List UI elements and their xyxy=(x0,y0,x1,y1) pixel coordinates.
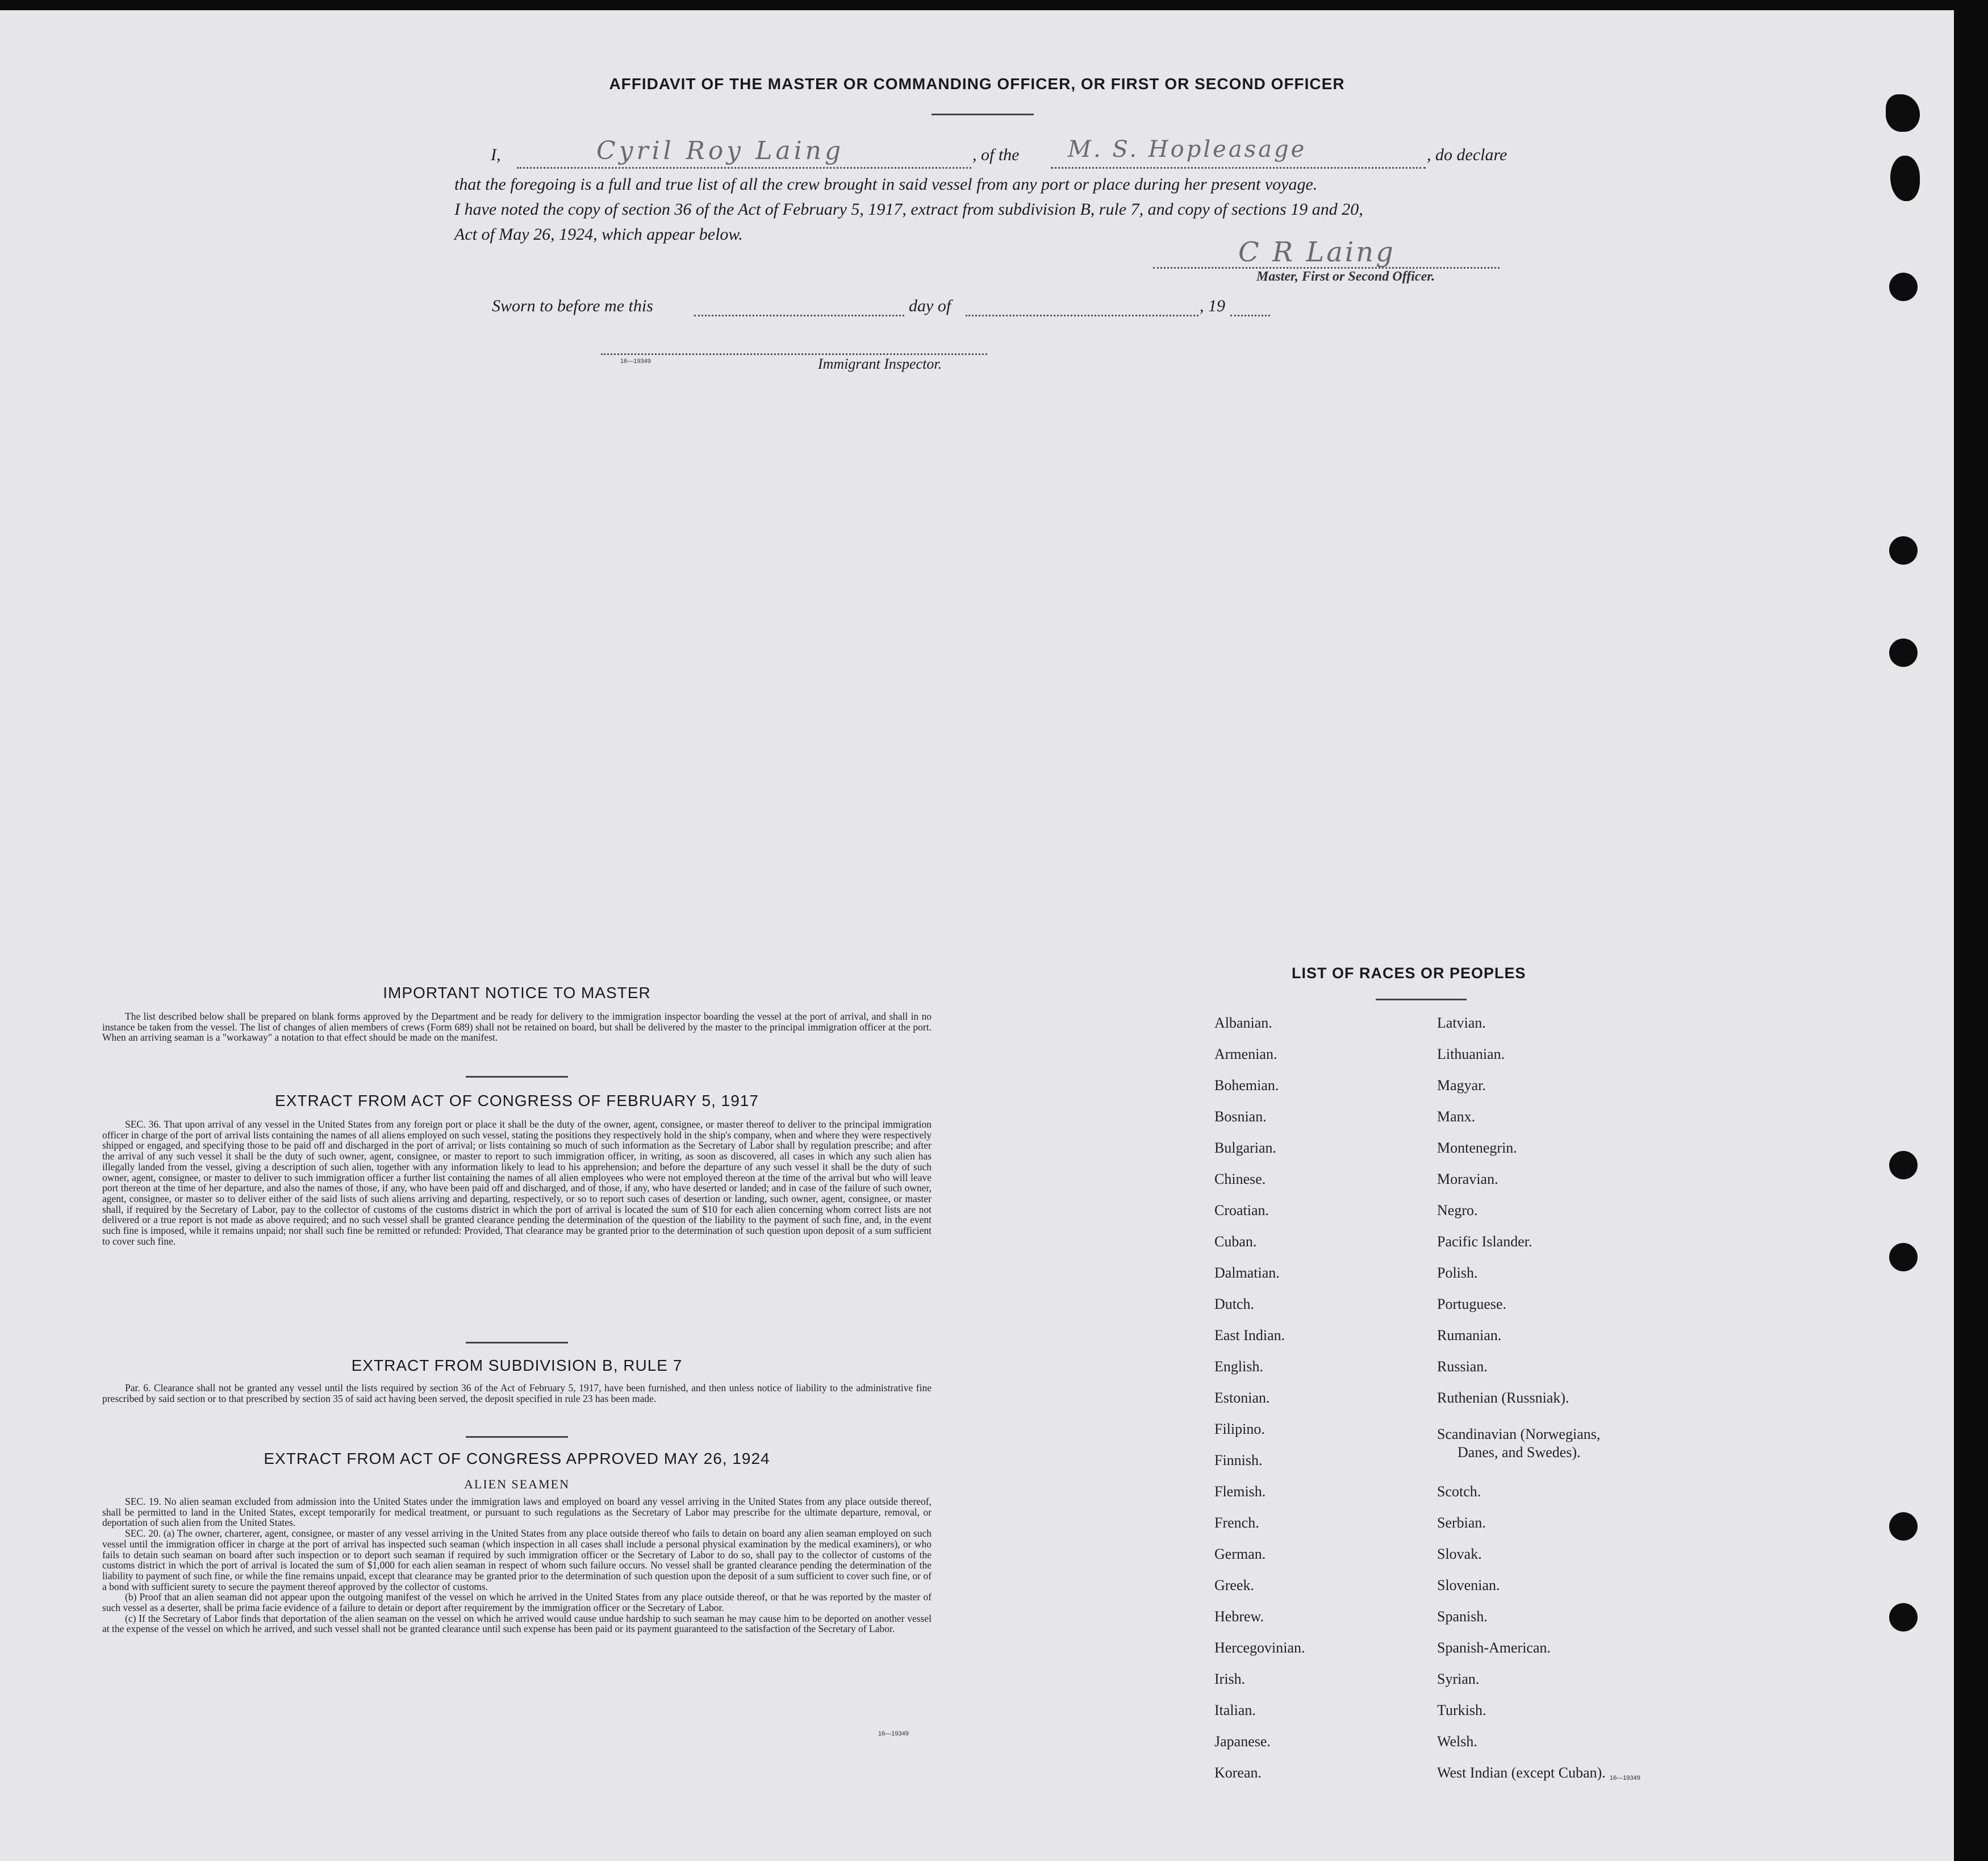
race-item: Japanese. xyxy=(1214,1733,1271,1750)
race-item: Dutch. xyxy=(1214,1296,1255,1312)
year-label: , 19 xyxy=(1200,297,1225,315)
document-page xyxy=(0,10,1954,1861)
punch-hole xyxy=(1886,94,1920,132)
of-the-label: , of the xyxy=(972,145,1020,164)
race-item: East Indian. xyxy=(1214,1327,1285,1343)
race-item: Rumanian. xyxy=(1437,1327,1502,1343)
race-item: Montenegrin. xyxy=(1437,1140,1517,1156)
punch-hole xyxy=(1889,1243,1918,1271)
sworn-day-field xyxy=(694,315,904,316)
subdivision-b-title: EXTRACT FROM SUBDIVISION B, RULE 7 xyxy=(351,1357,683,1374)
race-item: Manx. xyxy=(1437,1108,1476,1125)
race-item: Welsh. xyxy=(1437,1733,1477,1750)
notice-rule xyxy=(466,1076,568,1078)
race-item: Flemish. xyxy=(1214,1483,1266,1500)
race-item: German. xyxy=(1214,1546,1266,1562)
race-item: Italian. xyxy=(1214,1702,1256,1718)
race-item: Finnish. xyxy=(1214,1452,1263,1468)
race-item: Magyar. xyxy=(1437,1077,1486,1094)
race-item: West Indian (except Cuban). xyxy=(1437,1764,1606,1781)
extract-1917-title: EXTRACT FROM ACT OF CONGRESS OF FEBRUARY 5, 1917 xyxy=(275,1092,759,1109)
punch-hole xyxy=(1889,273,1918,301)
declaration-line1-prefix: I, xyxy=(491,145,501,164)
extract-1917-rule xyxy=(466,1342,568,1343)
affidavit-title: AFFIDAVIT OF THE MASTER OR COMMANDING OFFICER, OR FIRST OR SECOND OFFICER xyxy=(609,75,1345,93)
race-item: Moravian. xyxy=(1437,1171,1498,1187)
race-item: Russian. xyxy=(1437,1358,1488,1375)
race-item: Filipino. xyxy=(1214,1421,1265,1437)
race-item: Polish. xyxy=(1437,1265,1478,1281)
race-item: Chinese. xyxy=(1214,1171,1266,1187)
race-item: Danes, and Swedes). xyxy=(1457,1444,1581,1461)
race-item: Cuban. xyxy=(1214,1233,1257,1250)
sworn-month-field xyxy=(966,315,1198,316)
race-item: French. xyxy=(1214,1514,1259,1531)
vessel-name-handwritten: M. S. Hopleasage xyxy=(1068,136,1307,162)
race-item: Spanish-American. xyxy=(1437,1639,1551,1656)
race-item: Armenian. xyxy=(1214,1046,1277,1062)
race-item: Bulgarian. xyxy=(1214,1140,1277,1156)
race-item: Slovak. xyxy=(1437,1546,1482,1562)
race-item: Estonian. xyxy=(1214,1390,1270,1406)
subdivision-b-rule xyxy=(466,1436,568,1438)
race-item: Scotch. xyxy=(1437,1483,1481,1500)
section-36-paragraph: SEC. 36. That upon arrival of any vessel in the United States from any foreign port or place it shall be the duty of the owner, agent, consignee, or master thereof to deliver to the principal immigration officer in charge of the port of arrival lists containing the names of all aliens employed on such vessel, stating the positions they respectively hold in the ship's company, when and where they were respectively shipped or engaged, and specifying those to be paid off and discharged in the port of arrival; or lists containing so much of such information as the Secretary of Labor shall by regulation prescribe; and after the arrival of any such vessel it shall be the duty of such owner, agent, consignee, or master to report to such immigration officer, in writing, as soon as discovered, all cases in which any such alien has illegally landed from the vessel, giving a description of such alien, together with any information likely to lead to his apprehension; and before the departure of any such vessel it shall be the duty of such owner, agent, consignee, or master to deliver to such immigration officer a further list containing the names of all alien employees who were not employed thereon at the time of the arrival but who will leave port thereon at the time of her departure, and also the names of those, if any, who have been paid off and discharged, and of those, if any, who have deserted or landed; and in case of the failure of such owner, agent, consignee, or master so to deliver either of the said lists of such aliens arriving and departing, respectively, or so to report such cases of desertion or landing, such owner, agent, consignee, or master shall, if required by the Secretary of Labor, pay to the collector of customs of the customs district in which the port of arrival is located the sum of $10 for each alien concerning whom correct lists are not delivered or a true report is not made as above required; and no such vessel shall be granted clearance pending the determination of the question of the liability to the payment of such fine, and, in the event such fine is imposed, while it remains unpaid; nor shall such fine be remitted or refunded: Provided, That clearance may be granted prior to the determination of such question upon deposit of a sum sufficient to cover such fine. xyxy=(102,1119,932,1247)
affidavit-form-number: 16—19349 xyxy=(620,358,651,365)
punch-hole xyxy=(1889,536,1918,565)
punch-hole xyxy=(1889,1151,1918,1179)
alien-seamen-subtitle: ALIEN SEAMEN xyxy=(464,1477,570,1491)
punch-hole xyxy=(1889,639,1918,667)
race-item: Korean. xyxy=(1214,1764,1262,1781)
race-item: Spanish. xyxy=(1437,1608,1488,1625)
signature-caption: Master, First or Second Officer. xyxy=(1256,269,1435,284)
race-item: Latvian. xyxy=(1437,1015,1486,1031)
day-of-label: day of xyxy=(909,297,951,315)
race-item: Turkish. xyxy=(1437,1702,1486,1718)
sworn-label: Sworn to before me this xyxy=(492,297,653,315)
master-signature: C R Laing xyxy=(1238,236,1396,268)
master-name-handwritten: Cyril Roy Laing xyxy=(596,136,845,165)
race-item: Pacific Islander. xyxy=(1437,1233,1532,1250)
race-item: Hercegovinian. xyxy=(1214,1639,1305,1656)
sec-19-paragraph: SEC. 19. No alien seaman excluded from admission into the United States under the immigration laws and employed on board any vessel arriving in the United States from any place outside thereof, shall be permitted to land in the United States, except temporarily for medical treatment, or pursuant to such regulations as the Secretary of Labor may prescribe for the ultimate departure, removal, or deportation of such alien from the United States. xyxy=(102,1496,932,1529)
notice-paragraph: The list described below shall be prepared on blank forms approved by the Department and be ready for delivery to the immigration inspector boarding the vessel at the port of arrival, and shall in no instance be taken from the vessel. The list of changes of alien members of crews (Form 689) shall not be retained on board, but shall be delivered by the master to the principal immigration officer at the port. When an arriving seaman is a "workaway" a notation to that effect should be made on the manifest. xyxy=(102,1011,932,1044)
extract-1924-title: EXTRACT FROM ACT OF CONGRESS APPROVED MAY 26, 1924 xyxy=(264,1450,770,1467)
punch-hole xyxy=(1889,1512,1918,1541)
race-item: Irish. xyxy=(1214,1671,1246,1687)
sworn-year-field xyxy=(1230,315,1270,316)
race-item: Negro. xyxy=(1437,1202,1478,1219)
race-item: Ruthenian (Russniak). xyxy=(1437,1390,1569,1406)
declaration-line4: Act of May 26, 1924, which appear below. xyxy=(454,225,743,244)
vessel-name-field xyxy=(1051,167,1426,169)
race-item: Scandinavian (Norwegians, xyxy=(1437,1426,1601,1442)
inspector-signature-line xyxy=(601,353,987,355)
races-title: LIST OF RACES OR PEOPLES xyxy=(1292,965,1526,982)
sec-20b-paragraph: (b) Proof that an alien seaman did not appear upon the outgoing manifest of the vessel on which he arrived in the United States from any place outside thereof, or that he was reported by the master of such vessel as a deserter, shall be prima facie evidence of a failure to detain or deport after requirement by the immigration officer or the Secretary of Labor. xyxy=(102,1591,932,1614)
notice-form-number: 16—19349 xyxy=(878,1730,909,1737)
races-form-number: 16—19349 xyxy=(1610,1775,1640,1781)
extract-1917-body xyxy=(102,1119,932,1246)
race-item: Serbian. xyxy=(1437,1514,1486,1531)
race-item: Bohemian. xyxy=(1214,1077,1279,1094)
punch-hole xyxy=(1889,1603,1918,1631)
race-item: English. xyxy=(1214,1358,1263,1375)
declaration-line3: I have noted the copy of section 36 of the Act of February 5, 1917, extract from subdivision B, rule 7, and copy of sections 19 and 20, xyxy=(454,200,1363,219)
sec-20c-paragraph: (c) If the Secretary of Labor finds that deportation of the alien seaman on the vessel on which he arrived would cause undue hardship to such seaman he may cause him to be deported on another vessel at the expense of the vessel on which he arrived, and such vessel shall not be granted clearance until such expense has been paid or its payment guaranteed to the satisfaction of the Secretary of Labor. xyxy=(102,1612,932,1635)
race-item: Croatian. xyxy=(1214,1202,1269,1219)
race-item: Bosnian. xyxy=(1214,1108,1267,1125)
race-item: Portuguese. xyxy=(1437,1296,1507,1312)
affidavit-title-rule xyxy=(932,114,1034,115)
extract-1924-body xyxy=(102,1496,932,1634)
subdivision-b-body xyxy=(102,1383,932,1404)
race-item: Syrian. xyxy=(1437,1671,1480,1687)
races-title-rule xyxy=(1376,999,1467,1000)
par-6-paragraph: Par. 6. Clearance shall not be granted any vessel until the lists required by section 36 of the Act of February 5, 1917, have been furnished, and then unless notice of liability to the administrative fine prescribed by said section or to that prescribed by section 35 of said act having been served, the deposit specified in rule 23 has been made. xyxy=(102,1382,932,1404)
notice-body xyxy=(102,1011,932,1043)
do-declare-label: , do declare xyxy=(1427,145,1507,164)
declaration-line2: that the foregoing is a full and true list of all the crew brought in said vessel from any port or place during her present voyage. xyxy=(454,175,1318,194)
sec-20a-paragraph: SEC. 20. (a) The owner, charterer, agent, consignee, or master of any vessel arriving in the United States from any place outside thereof who fails to detain on board any alien seaman employed on such vessel until the immigration officer in charge at the port of arrival has inspected such seaman (which inspection in all cases shall include a personal physical examination by the medical examiners), or who fails to detain such seaman on board after such inspection or to deport such seaman if required by such immigration officer or the Secretary of Labor to do so, shall pay to the collector of customs of the customs district in which the port of arrival is located the sum of $1,000 for each alien seaman in respect of whom such failure occurs. No vessel shall be granted clearance pending the determination of the liability to payment of such fine, or while the fine remains unpaid, except that clearance may be granted prior to the determination of such question upon the deposit of a sum sufficient to cover such fine, or of a bond with sufficient surety to secure the payment thereof approved by the collector of customs. xyxy=(102,1528,932,1592)
notice-title: IMPORTANT NOTICE TO MASTER xyxy=(383,984,651,1002)
race-item: Albanian. xyxy=(1214,1015,1272,1031)
inspector-caption: Immigrant Inspector. xyxy=(818,356,942,372)
punch-hole xyxy=(1890,156,1920,201)
race-item: Hebrew. xyxy=(1214,1608,1264,1625)
race-item: Slovenian. xyxy=(1437,1577,1500,1593)
master-name-field xyxy=(517,167,971,169)
race-item: Greek. xyxy=(1214,1577,1255,1593)
race-item: Lithuanian. xyxy=(1437,1046,1505,1062)
race-item: Dalmatian. xyxy=(1214,1265,1280,1281)
